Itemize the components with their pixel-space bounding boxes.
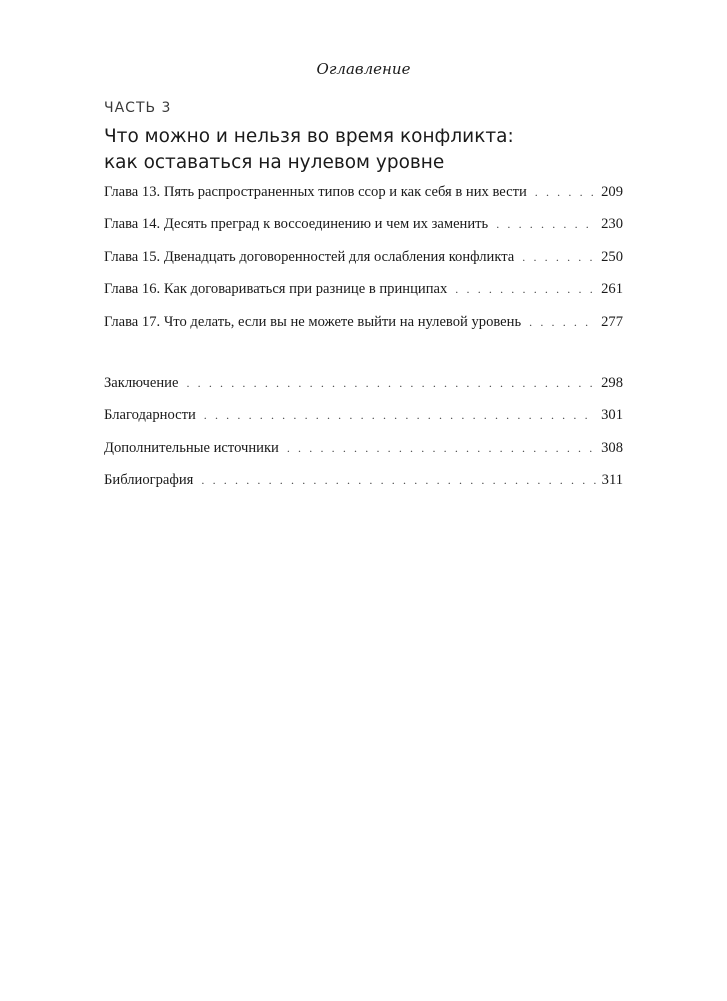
toc-entry-title: Глава 17. Что делать, если вы не можете выйти на нулевой уровень [104,313,522,330]
toc-entry-page: 311 [601,472,623,489]
toc-entry-title: Глава 13. Пять распространенных типов ссор и как себя в них вести [104,184,527,200]
toc-entry-title: Глава 14. Десять преград к воссоединению и чем их заменить [104,216,489,233]
toc-entry-conclusion[interactable] [104,375,623,407]
dot-leader [186,376,595,391]
toc-entry-title: Глава 15. Двенадцать договоренностей для ослабления конфликта [104,248,515,265]
toc-entry-title: Библиография [104,472,194,489]
dot-leader [201,473,595,488]
dot-leader [522,250,595,265]
toc-entry-chapter-13[interactable] [104,184,623,216]
dot-leader [287,441,595,456]
toc-entry-bibliography[interactable] [104,472,623,504]
toc-entry-title: Благодарности [104,407,196,424]
part-title [104,124,644,176]
dot-leader [496,217,595,232]
part-label: ЧАСТЬ 3 [104,100,172,116]
toc-entry-page: 261 [601,281,623,298]
part-title-line-1: Что можно и нельзя во время конфликта: [104,126,514,147]
toc-entry-additional-sources[interactable] [104,440,623,472]
toc-entry-acknowledgements[interactable] [104,407,623,439]
toc-entry-page: 250 [601,248,623,265]
toc-entry-title: Дополнительные источники [104,439,279,456]
toc-entry-page: 277 [601,313,623,330]
toc-entry-page: 230 [601,216,623,233]
running-head: Оглавление [316,60,411,78]
toc-entry-page: 308 [601,439,623,456]
part-title-line-2: как оставаться на нулевом уровне [104,152,445,173]
toc-entry-chapter-17[interactable] [104,314,623,346]
dot-leader [529,315,595,330]
toc-entry-page: 209 [601,184,623,200]
dot-leader [455,282,595,297]
dot-leader [535,185,595,200]
toc-entry-chapter-14[interactable] [104,216,623,248]
backmatter-list [104,375,623,505]
toc-entry-chapter-15[interactable] [104,249,623,281]
toc-entry-chapter-16[interactable] [104,281,623,313]
toc-entry-page: 298 [601,375,623,391]
toc-entry-title: Заключение [104,375,179,391]
toc-entry-title: Глава 16. Как договариваться при разнице в принципах [104,281,448,298]
chapter-list [104,184,623,346]
toc-entry-page: 301 [601,407,623,424]
dot-leader [204,408,595,423]
